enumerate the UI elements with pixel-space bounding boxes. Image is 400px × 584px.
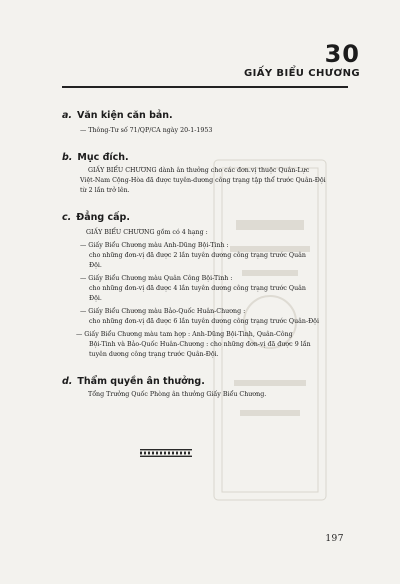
page-number: 197 (325, 534, 344, 544)
rank-item-line: Bội-Tinh và Bảo-Quốc Huân-Chương : cho những đơn-vị đã được 9 lần (89, 341, 311, 348)
section-heading-text: Đẳng cấp. (76, 212, 130, 223)
rank-item-line: cho những đơn-vị đã được 6 lần tuyên dương công trạng trước Quân-Đội (89, 318, 319, 325)
section-b-line: GIẤY BIỂU CHƯƠNG dành ân thưởng cho các đơn.vị thuộc Quân-Lực (88, 167, 310, 174)
section-a-heading (62, 110, 173, 121)
rank-item-line: cho những đơn-vị đã được 4 lần tuyên dương công trạng trước Quân (89, 285, 306, 292)
section-a-line: — Thông-Tư số 71/QP/CA ngày 20-1-1953 (80, 127, 213, 134)
chapter-number: 30 (324, 40, 360, 68)
section-heading-text: Mục đích. (77, 152, 129, 163)
rank-item-line: Đội. (89, 295, 102, 302)
rank-item-line: — Giấy Biểu Chương màu Quân Công Bội-Tinh : (80, 275, 233, 282)
section-letter: d. (62, 376, 73, 387)
section-b-line: Việt-Nam Cộng-Hòa đã được tuyên-dương công trạng tập thể trước Quân-Đội (80, 177, 326, 184)
chapter-title: GIẤY BIỂU CHƯƠNG (244, 68, 360, 79)
header-rule (62, 86, 348, 88)
section-b-heading (62, 152, 129, 163)
rank-item-line: — Giấy Biểu Chương màu Bảo-Quốc Huân-Chương : (80, 308, 246, 315)
section-d-line: Tổng Trưởng Quốc Phòng ân thưởng Giấy Biểu Chương. (88, 391, 267, 398)
rank-item-line: Đội. (89, 262, 102, 269)
section-letter: a. (62, 110, 73, 121)
section-heading-text: Văn kiện căn bản. (77, 110, 173, 121)
section-c-intro: GIẤY BIỂU CHƯƠNG gồm có 4 hạng : (86, 229, 208, 236)
section-heading-text: Thẩm quyền ân thưởng. (77, 376, 205, 387)
rank-item-line: — Giấy Biểu Chương màu Anh-Dũng Bội-Tinh : (80, 242, 229, 249)
section-d-heading (62, 376, 205, 387)
section-c-heading (62, 212, 130, 223)
section-letter: b. (62, 152, 73, 163)
section-b-line: từ 2 lần trở lên. (80, 187, 130, 194)
rank-item-line: tuyên dương công trạng trước Quân-Đội. (89, 351, 219, 358)
decorative-divider-ornament-icon (140, 442, 192, 450)
rank-item-line: — Giấy Biểu Chương màu tam hợp : Anh-Dũng Bội-Tinh, Quân-Công (76, 331, 293, 338)
rank-item-line: cho những đơn-vị đã được 2 lần tuyên dương công trạng trước Quân (89, 252, 306, 259)
section-letter: c. (62, 212, 72, 223)
